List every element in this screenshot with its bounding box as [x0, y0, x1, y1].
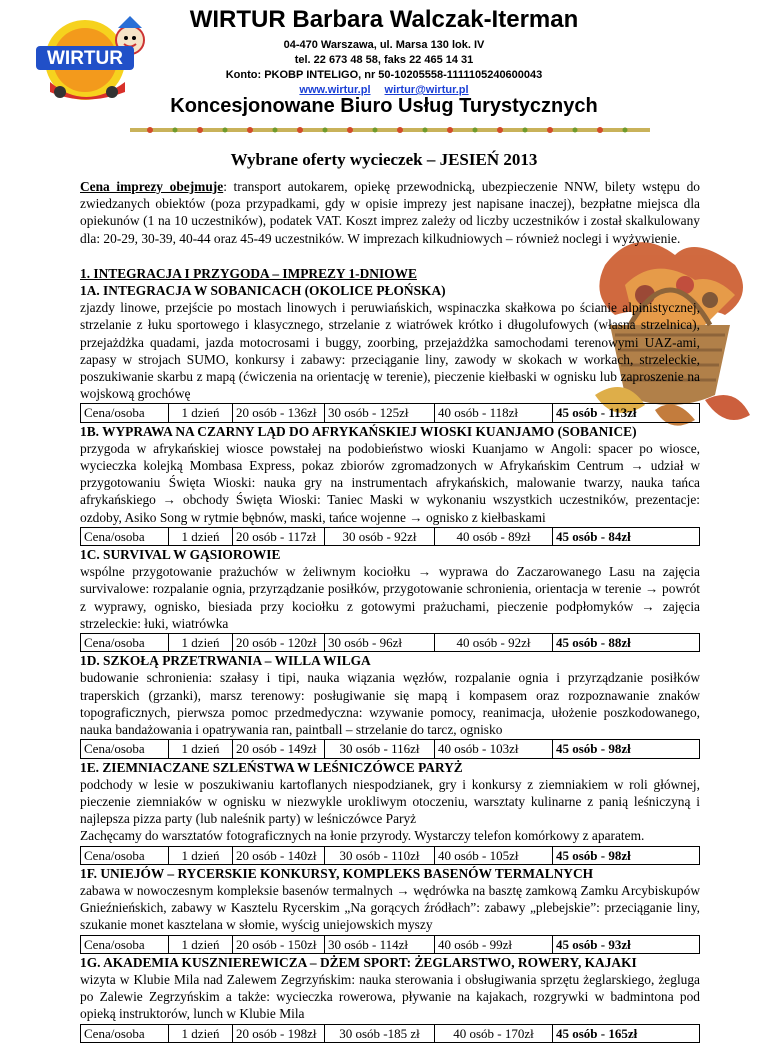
price-days: 1 dzień	[169, 740, 233, 758]
price-45: 45 osób - 98zł	[553, 846, 700, 864]
address: 04-470 Warszawa, ul. Marsa 130 lok. IV	[283, 39, 485, 51]
price-30: 30 osób -185 zł	[325, 1024, 435, 1042]
price-45: 45 osób - 88zł	[553, 634, 700, 652]
price-40: 40 osób - 92zł	[435, 634, 553, 652]
offers-content	[80, 178, 700, 1043]
offer-title: 1F. UNIEJÓW – RYCERSKIE KONKURSY, KOMPLEKS BASENÓW TERMALNYCH	[80, 865, 594, 881]
price-30: 30 osób - 96zł	[325, 634, 435, 652]
email-link[interactable]: wirtur@wirtur.pl	[384, 84, 469, 96]
price-20: 20 osób - 140zł	[233, 846, 325, 864]
price-days: 1 dzień	[169, 404, 233, 422]
price-40: 40 osób - 118zł	[435, 404, 553, 422]
offer-description: zabawa w nowoczesnym kompleksie basenów termalnych → wędrówka na basztę zamkową Zamku Arcybiskupów Gnieźnieńskich, zabawy w Kasztelu Rycerskim „Na gorących źródłach”: zabawy „plebejskie”: przeciąganie liny, szukanie monet kasztelana w słomie, wyścig uniejowskich myszy	[80, 882, 700, 933]
price-40: 40 osób - 99zł	[435, 935, 553, 953]
offer-description: wizyta w Klubie Mila nad Zalewem Zegrzyńskim: nauka sterowania i obsługiwania sprzętu żeglarskiego, żegluga po Zalewie Zegrzyńskim a także: wycieczka rowerowa, pływanie na kajakach, rozgrywki w badmintona pod opieką instruktorów, lunch w Klubie Mila	[80, 971, 700, 1022]
price-table	[80, 739, 700, 758]
price-45: 45 osób - 113zł	[553, 404, 700, 422]
offer-title: 1B. WYPRAWA NA CZARNY LĄD DO AFRYKAŃSKIEJ WIOSKI KUANJAMO (SOBANICE)	[80, 423, 637, 439]
price-table	[80, 1024, 700, 1043]
offer-description: budowanie schronienia: szałasy i tipi, nauka wiązania węzłów, rozpalanie ognia i przyrządzanie posiłków traperskich (grzanki), marsz terenowy: posługiwanie się mapą i kompasem oraz rozpoznawanie znaków topograficznych, pierwsza pomoc przedmedyczna: wzywanie pomocy, reanimacja, ułożenie poszkodowanego, nauka bandażowania i opatrywania ran, paintball – strzelanie do tarcz, ognisko	[80, 670, 700, 738]
page-title: Wybrane oferty wycieczek – JESIEŃ 2013	[230, 150, 538, 169]
offer-note: Zachęcamy do warsztatów fotograficznych na łonie przyrody. Wystarczy telefon komórkowy z aparatem.	[80, 828, 645, 844]
price-40: 40 osób - 170zł	[435, 1024, 553, 1042]
price-label: Cena/osoba	[81, 740, 169, 758]
price-label: Cena/osoba	[81, 846, 169, 864]
letterhead	[0, 0, 768, 140]
offer-description: przygoda w afrykańskiej wiosce powstałej na podobieństwo wioski Kuanjamo w Angoli: spacer po wiosce, wycieczka kolejką Mombasa Express, pokaz zbiorów zgromadzonych w Afrykańskim Centrum → udział w przygotowaniu Święta Wioski: nauka gry na instrumentach afrykańskich, malowanie twarzy, nauka tańca afrykańskiego → obchody Święta Wioski: Taniec Maski w wykonaniu wszystkich uczestników, prezentacje: ozdoby, Asiko Song w rytmie bębnów, maski, tańce wojenne → ognisko z kiełbaskami	[80, 440, 700, 525]
price-table	[80, 935, 700, 954]
price-30: 30 osób - 114zł	[325, 935, 435, 953]
price-20: 20 osób - 149zł	[233, 740, 325, 758]
offer-description: podchody w lesie w poszukiwaniu kartoflanych niespodzianek, gry i konkursy z ziemniakiem w roli głównej, pieczenie ziemniaków w ognisku w niezwykle urokliwym otoczeniu, warsztaty kulinarne z panią leśniczyną i najlepsza pizza party (lub naleśnik party) w leśniczówce Paryż	[80, 776, 700, 827]
price-30: 30 osób - 116zł	[325, 740, 435, 758]
price-days: 1 dzień	[169, 634, 233, 652]
price-table	[80, 633, 700, 652]
price-label: Cena/osoba	[81, 404, 169, 422]
price-30: 30 osób - 125zł	[325, 404, 435, 422]
price-label: Cena/osoba	[81, 634, 169, 652]
price-40: 40 osób - 89zł	[435, 527, 553, 545]
intro-paragraph	[80, 178, 700, 247]
price-days: 1 dzień	[169, 846, 233, 864]
floral-divider	[130, 126, 650, 134]
price-20: 20 osób - 150zł	[233, 935, 325, 953]
price-45: 45 osób - 84zł	[553, 527, 700, 545]
logo-text: WIRTUR	[47, 48, 123, 69]
price-20: 20 osób - 120zł	[233, 634, 325, 652]
offer-title: 1G. AKADEMIA KUSZNIEREWICZA – DŻEM SPORT: ŻEGLARSTWO, ROWERY, KAJAKI	[80, 954, 637, 970]
price-20: 20 osób - 117zł	[233, 527, 325, 545]
offer-title: 1D. SZKOŁĄ PRZETRWANIA – WILLA WILGA	[80, 653, 371, 669]
bank-account: Konto: PKOBP INTELIGO, nr 50-10205558-1111105240600043	[225, 69, 543, 81]
phones: tel. 22 673 48 58, faks 22 465 14 31	[294, 54, 474, 66]
price-days: 1 dzień	[169, 1024, 233, 1042]
price-40: 40 osób - 103zł	[435, 740, 553, 758]
price-20: 20 osób - 198zł	[233, 1024, 325, 1042]
intro-text: : transport autokarem, opiekę przewodnicką, ubezpieczenie NNW, bilety wstępu do zwiedzanych obiektów (poza przypadkami, gdy w opisie imprezy jest napisane inaczej), bezpłatne miejsca dla opiekunów (1 na 10 uczestników), podatek VAT. Koszt imprez zależy od liczby uczestników i został skalkulowany dla: 20-29, 30-39, 40-44 oraz 45-49 uczestników. W imprezach kilkudniowych – również noclegi i wyżywienie.	[80, 179, 700, 246]
section-heading: 1. INTEGRACJA I PRZYGODA – IMPREZY 1-DNIOWE	[80, 265, 417, 281]
price-days: 1 dzień	[169, 527, 233, 545]
price-20: 20 osób - 136zł	[233, 404, 325, 422]
offer-description: zjazdy linowe, przejście po mostach linowych i peruwiańskich, wspinaczka skałkowa po ścianie alpinistycznej, strzelanie z łuku sportowego i klasycznego, strzelanie z wiatrówek krótko i długolufowych (własna strzelnica), przejażdżka quadami, jazda motocrosami i buggy, zoorbing, przejażdżka samochodami terenowymi UAZ-ami, zapasy w strojach SUMO, konkursy i zabawy: przeciąganie liny, zawody w skokach w workach, strzeleckie, poszukiwanie skarbu z mapą (ćwiczenia na orientację w terenie), pieczenie kiełbaski w ognisku lub zaproszenie na wojskową grochówę	[80, 300, 700, 402]
intro-label: Cena imprezy obejmuje	[80, 179, 224, 194]
agency-subtitle: Koncesjonowane Biuro Usług Turystycznych	[170, 95, 598, 117]
price-table	[80, 527, 700, 546]
price-table	[80, 403, 700, 422]
price-days: 1 dzień	[169, 935, 233, 953]
company-name: WIRTUR Barbara Walczak-Iterman	[189, 6, 579, 33]
price-label: Cena/osoba	[81, 935, 169, 953]
offer-title: 1A. INTEGRACJA W SOBANICACH (OKOLICE PŁOŃSKA)	[80, 283, 446, 299]
price-45: 45 osób - 165zł	[553, 1024, 700, 1042]
website-link[interactable]: www.wirtur.pl	[299, 84, 371, 96]
price-label: Cena/osoba	[81, 527, 169, 545]
price-30: 30 osób - 92zł	[325, 527, 435, 545]
price-label: Cena/osoba	[81, 1024, 169, 1042]
price-table	[80, 846, 700, 865]
offer-title: 1C. SURVIVAL W GĄSIOROWIE	[80, 547, 281, 563]
offer-title: 1E. ZIEMNIACZANE SZLEŃSTWA W LEŚNICZÓWCE PARYŻ	[80, 759, 463, 775]
price-40: 40 osób - 105zł	[435, 846, 553, 864]
offer-description: wspólne przygotowanie prażuchów w żeliwnym kociołku → wyprawa do Zaczarowanego Lasu na zajęcia survivalowe: rozpalanie ognia, przyrządzanie posiłków, przygotowanie schronienia, orientacja w terenie → powrót z wyprawy, ognisko, biesiada przy kociołku z gotowymi prażuchami, pieczenie podpłomyków → zajęcia strzeleckie: łuki, wiatrówka	[80, 564, 700, 631]
price-45: 45 osób - 98zł	[553, 740, 700, 758]
price-30: 30 osób - 110zł	[325, 846, 435, 864]
price-45: 45 osób - 93zł	[553, 935, 700, 953]
